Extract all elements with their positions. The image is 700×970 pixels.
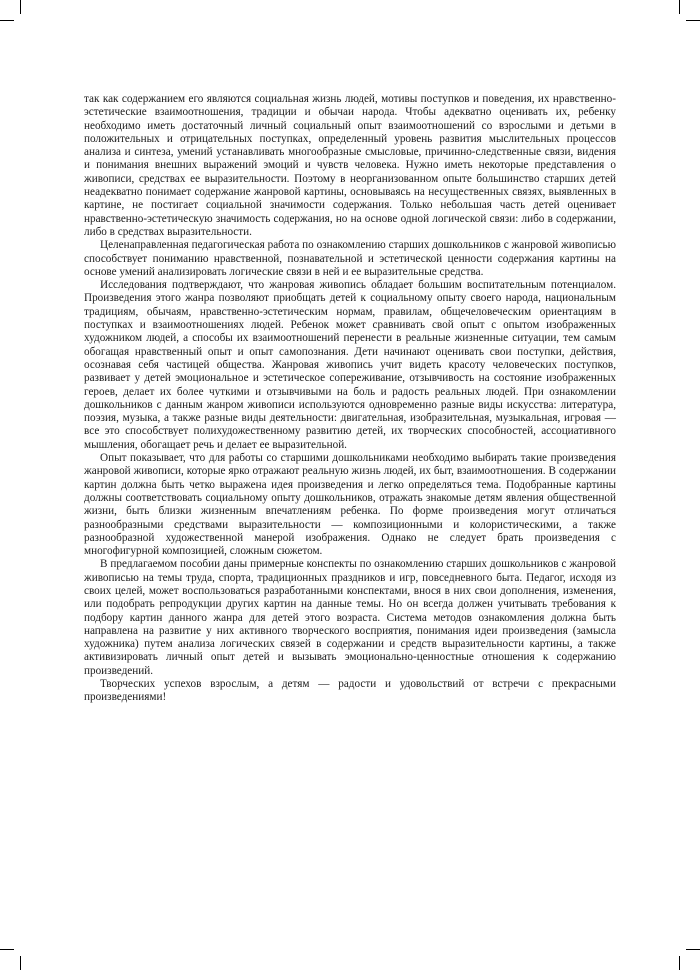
crop-mark-bottom-right-h	[686, 949, 700, 950]
crop-mark-bottom-left-v	[20, 956, 21, 970]
crop-mark-top-left-h	[0, 20, 14, 21]
crop-mark-top-left-v	[20, 0, 21, 14]
crop-mark-bottom-right-v	[679, 956, 680, 970]
paragraph-6: Творческих успехов взрослым, а детям — радости и удовольствий от встречи с прекрасными произведениями!	[84, 678, 616, 704]
paragraph-1: так как содержанием его являются социальная жизнь людей, мотивы поступков и поведения, их нравственно-эстетические взаимоотношения, традиции и обычаи народа. Чтобы адекватно оценивать их, ребенку необходимо иметь достаточный личный социальный опыт взаимоотношений со взрослыми и детьми в положительных и отрицательных поступках, определенный уровень развития мыслительных процессов анализа и синтеза, умений устанавливать многообразные смысловые, причинно-следственные связи, видения и понимания внешних выражений эмоций и чувств человека. Нужно иметь некоторые представления о живописи, средствах ее выразительности. Поэтому в неорганизованном опыте большинство старших детей неадекватно понимает содержание жанровой картины, основываясь на несущественных связях, выявленных в картине, не постигает социальной значимости содержания. Только небольшая часть детей оценивает нравственно-эстетическую значимость содержания, но на основе одной логической связи: либо в содержании, либо в средствах выразительности.	[84, 93, 616, 238]
crop-mark-bottom-left-h	[0, 949, 14, 950]
crop-mark-top-right-h	[686, 20, 700, 21]
paragraph-5: В предлагаемом пособии даны примерные конспекты по ознакомлению старших дошкольников с жанровой живописью на темы труда, спорта, традиционных праздников и игр, повседневного быта. Педагог, исходя из своих целей, может воспользоваться разработанными конспектами, внося в них свои дополнения, изменения, или подобрать репродукции других картин на данные темы. Но он всегда должен учитывать требования к подбору картин данного жанра для детей этого возраста. Система методов ознакомления должна быть направлена на развитие у них активного творческого восприятия, понимания идеи произведения (замысла художника) путем анализа логических связей в содержании и средств выразительности картины, а также активизировать личный опыт детей и вызывать эмоционально-ценностные отношения к содержанию произведений.	[84, 558, 616, 677]
paragraph-2: Целенаправленная педагогическая работа по ознакомлению старших дошкольников с жанровой живописью способствует пониманию нравственной, познавательной и эстетической ценности содержания картины на основе умений анализировать логические связи в ней и ее выразительные средства.	[84, 239, 616, 278]
paragraph-3: Исследования подтверждают, что жанровая живопись обладает большим воспитательным потенциалом. Произведения этого жанра позволяют приобщать детей к социальному опыту своего народа, национальным традициям, обычаям, нравственно-эстетическим нормам, правилам, общечеловеческим ориентациям в поступках и взаимоотношениях людей. Ребенок может сравнивать свой опыт с опытом изображенных художником людей, а способы их взаимоотношений перенести в реальные жизненные ситуации, тем самым обогащая нравственный опыт и опыт самопознания. Дети начинают оценивать свои поступки, действия, осознавая себя частицей общества. Жанровая живопись учит видеть красоту человеческих поступков, развивает у детей эмоциональное и эстетическое сопереживание, отзывчивость на состояние изображенных героев, делает их более чуткими и отзывчивыми на боль и радость реальных людей. При ознакомлении дошкольников с данным жанром живописи используются одновременно разные виды искусства: литература, поэзия, музыка, а также разные виды деятельности: двигательная, изобразительная, музыкальная, игровая — все это способствует полихудожественному развитию детей, их творческих способностей, ассоциативного мышления, обогащает речь и делает ее выразительной.	[84, 279, 616, 451]
paragraph-4: Опыт показывает, что для работы со старшими дошкольниками необходимо выбирать такие произведения жанровой живописи, которые ярко отражают реальную жизнь людей, их быт, взаимоотношения. В содержании картин должна быть четко выражена идея произведения и легко определяться тема. Подобранные картины должны соответствовать социальному опыту дошкольников, отражать знакомые детям явления общественной жизни, быть близки жизненным впечатлениям ребенка. По форме произведения могут отличаться разнообразными средствами выразительности — композиционными и колористическими, а также разнообразной художественной манерой изображения. Однако не следует брать произведения с многофигурной композицией, сложным сюжетом.	[84, 452, 616, 558]
crop-mark-top-right-v	[679, 0, 680, 14]
body-text	[84, 93, 616, 705]
